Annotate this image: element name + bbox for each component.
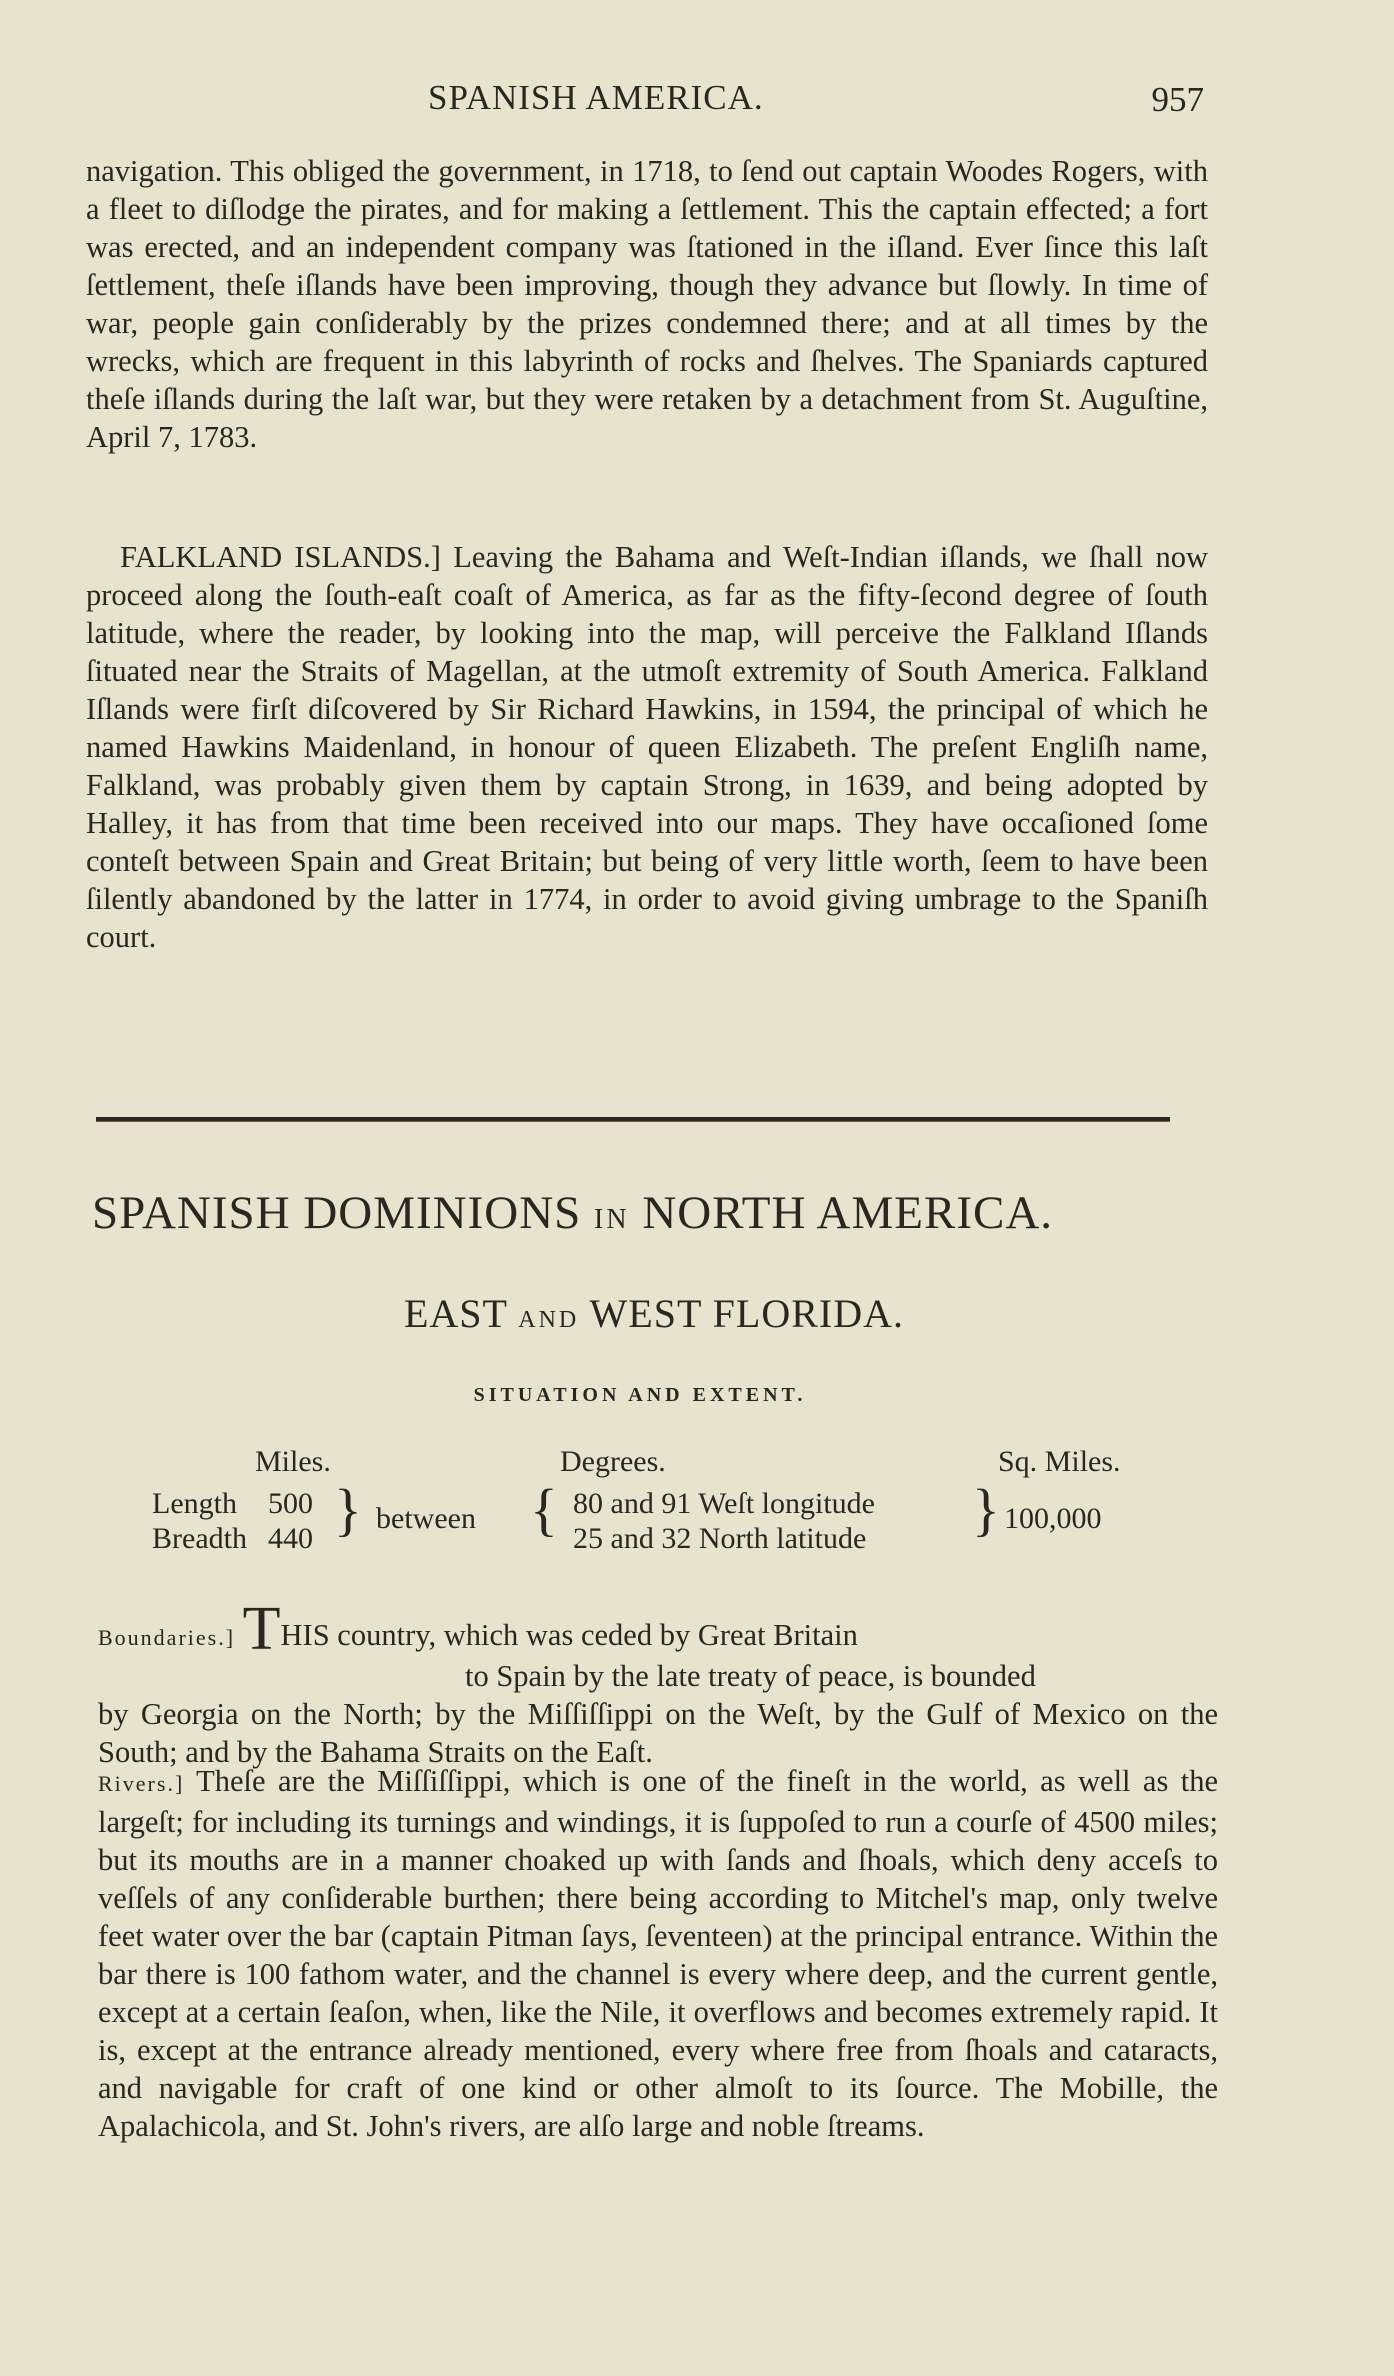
boundaries-first-text: HIS country, which was ceded by Great Britain <box>280 1618 858 1652</box>
rivers-heading: Rivers.] <box>98 1771 185 1796</box>
col-miles: Miles. <box>255 1445 331 1478</box>
col-sq-miles: Sq. Miles. <box>998 1445 1121 1478</box>
situation-heading: SITUATION AND EXTENT. <box>473 1384 807 1406</box>
col-degrees: Degrees. <box>560 1445 666 1478</box>
brace-left-icon: { <box>530 1477 558 1542</box>
brace-right-icon: } <box>334 1477 362 1542</box>
area-value: 100,000 <box>1004 1502 1102 1535</box>
falkland-heading: FALKLAND ISLANDS.] <box>120 540 441 574</box>
subsection-title <box>0 1290 1308 1337</box>
falkland-text: Leaving the Bahama and Weſt-Indian iſlands, we ſhall now proceed along the ſouth-eaſt coaſt of America, as far as the fifty-ſecond degree of ſouth latitude, where the reader, by looking into the map, will perceive the Falkland Iſlands ſituated near the Straits of Magellan, at the utmoſt extremity of South America. Falkland Iſlands were firſt diſcovered by Sir Richard Hawkins, in 1594, the principal of which he named Hawkins Maidenland, in honour of queen Elizabeth. The preſent Engliſh name, Falkland, was probably given them by captain Strong, in 1639, and being adopted by Halley, it has from that time been received into our maps. They have occaſioned ſome conteſt between Spain and Great Britain; but being of very little worth, ſeem to have been ſilently abandoned by the latter in 1774, in order to avoid giving umbrage to the Spaniſh court. <box>86 540 1209 954</box>
rivers-text: Theſe are the Miſſiſſippi, which is one of the fineſt in the world, as well as the largeſt; for including its turnings and windings, it is ſuppoſed to run a courſe of 4500 miles; but its mouths are in a manner choaked up with ſands and ſhoals, which deny acceſs to veſſels of any conſiderable burthen; there being according to Mitchel's map, only twelve feet water over the bar (captain Pitman ſays, ſeventeen) at the principal entrance. Within the bar there is 100 fathom water, and the channel is every where deep, and the current gentle, except at a certain ſeaſon, when, like the Nile, it overflows and becomes extremely rapid. It is, except at the entrance already mentioned, every where free from ſhoals and cataracts, and navigable for craft of one kind or other almoſt to its ſource. The Mobille, the Apalachicola, and St. John's rivers, are alſo large and noble ſtreams. <box>98 1764 1219 2143</box>
subsection-title-part-b: WEST FLORIDA. <box>579 1291 905 1336</box>
paragraph-navigation: navigation. This obliged the government, in 1718, to ſend out captain Woodes Rogers, with a fleet to diſlodge the pirates, and for making a ſettlement. This the captain effected; a fort was erected, and an independent company was ſtationed in the iſland. Ever ſince this laſt ſettlement, theſe iſlands have been improving, though they advance but ſlowly. In time of war, people gain conſiderably by the prizes condemned there; and at all times by the wrecks, which are frequent in this labyrinth of rocks and ſhelves. The Spaniards captured theſe iſlands during the laſt war, but they were retaken by a detachment from St. Auguſtine, April 7, 1783. <box>86 154 1208 454</box>
latitude-range: 25 and 32 North latitude <box>573 1522 867 1555</box>
breadth-value: 440 <box>268 1522 313 1555</box>
paragraph-boundaries <box>98 1595 1218 1771</box>
section-title-part-b: NORTH AMERICA. <box>629 1187 1054 1239</box>
section-divider <box>96 1117 1170 1122</box>
boundaries-rest: by Georgia on the North; by the Miſſiſſippi on the Weſt, by the Gulf of Mexico on the South; and by the Bahama Straits on the Eaſt. <box>98 1697 1218 1769</box>
paragraph-falkland <box>86 538 1208 956</box>
boundaries-second-line: to Spain by the late treaty of peace, is bounded <box>465 1659 1036 1693</box>
dimensions-table <box>0 1445 1394 1575</box>
running-head <box>90 78 1204 128</box>
breadth-label: Breadth <box>152 1522 247 1555</box>
boundaries-heading: Boundaries.] <box>98 1625 236 1650</box>
paragraph-rivers <box>98 1762 1218 2145</box>
section-title <box>0 1186 1394 1240</box>
length-value: 500 <box>268 1487 313 1520</box>
brace-right-icon-2: } <box>972 1477 1000 1542</box>
section-title-small: IN <box>594 1204 630 1235</box>
length-label: Length <box>152 1487 237 1520</box>
subsection-title-part-a: EAST <box>403 1291 519 1336</box>
section-title-part-a: SPANISH DOMINIONS <box>92 1187 595 1239</box>
longitude-range: 80 and 91 Weſt longitude <box>573 1487 875 1520</box>
page-number: 957 <box>1151 80 1204 119</box>
boundaries-first-line <box>98 1595 1218 1663</box>
subsection-title-small: AND <box>518 1307 580 1333</box>
between-label: between <box>376 1502 476 1535</box>
running-head-title: SPANISH AMERICA. <box>428 78 764 117</box>
boundaries-dropcap: T <box>242 1595 281 1663</box>
